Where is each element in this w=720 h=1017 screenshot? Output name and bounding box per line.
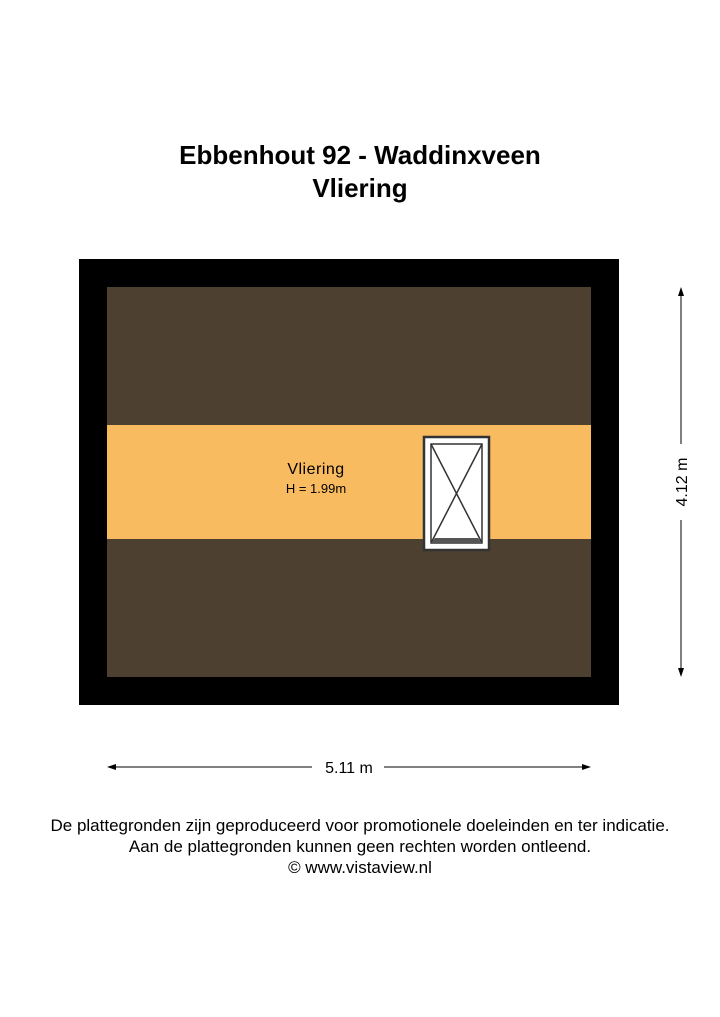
copyright-line: © www.vistaview.nl [288, 858, 432, 877]
width-label: 5.11 m [325, 760, 373, 777]
plan-title: Ebbenhout 92 - Waddinxveen [179, 140, 541, 170]
skylight-window-icon [424, 437, 489, 550]
depth-dimension [674, 287, 691, 677]
dimension-arrow-icon [107, 764, 116, 770]
disclaimer-line: Aan de plattegronden kunnen geen rechten worden ontleend. [128, 837, 592, 856]
width-dimension [107, 760, 591, 777]
dimension-arrow-icon [582, 764, 591, 770]
dimension-arrow-icon [678, 287, 684, 296]
room-name: Vliering [287, 461, 345, 478]
disclaimer-line: De plattegronden zijn geproduceerd voor promotionele doeleinden en ter indicatie. [50, 816, 670, 835]
floor-name: Vliering [312, 173, 408, 203]
roof-slope-bottom [107, 539, 591, 677]
usable-floor-area [107, 425, 591, 539]
roof-slope-top [107, 287, 591, 425]
room-height: H = 1.99m [285, 481, 347, 496]
depth-label: 4.12 m [674, 457, 691, 507]
dimension-arrow-icon [678, 668, 684, 677]
